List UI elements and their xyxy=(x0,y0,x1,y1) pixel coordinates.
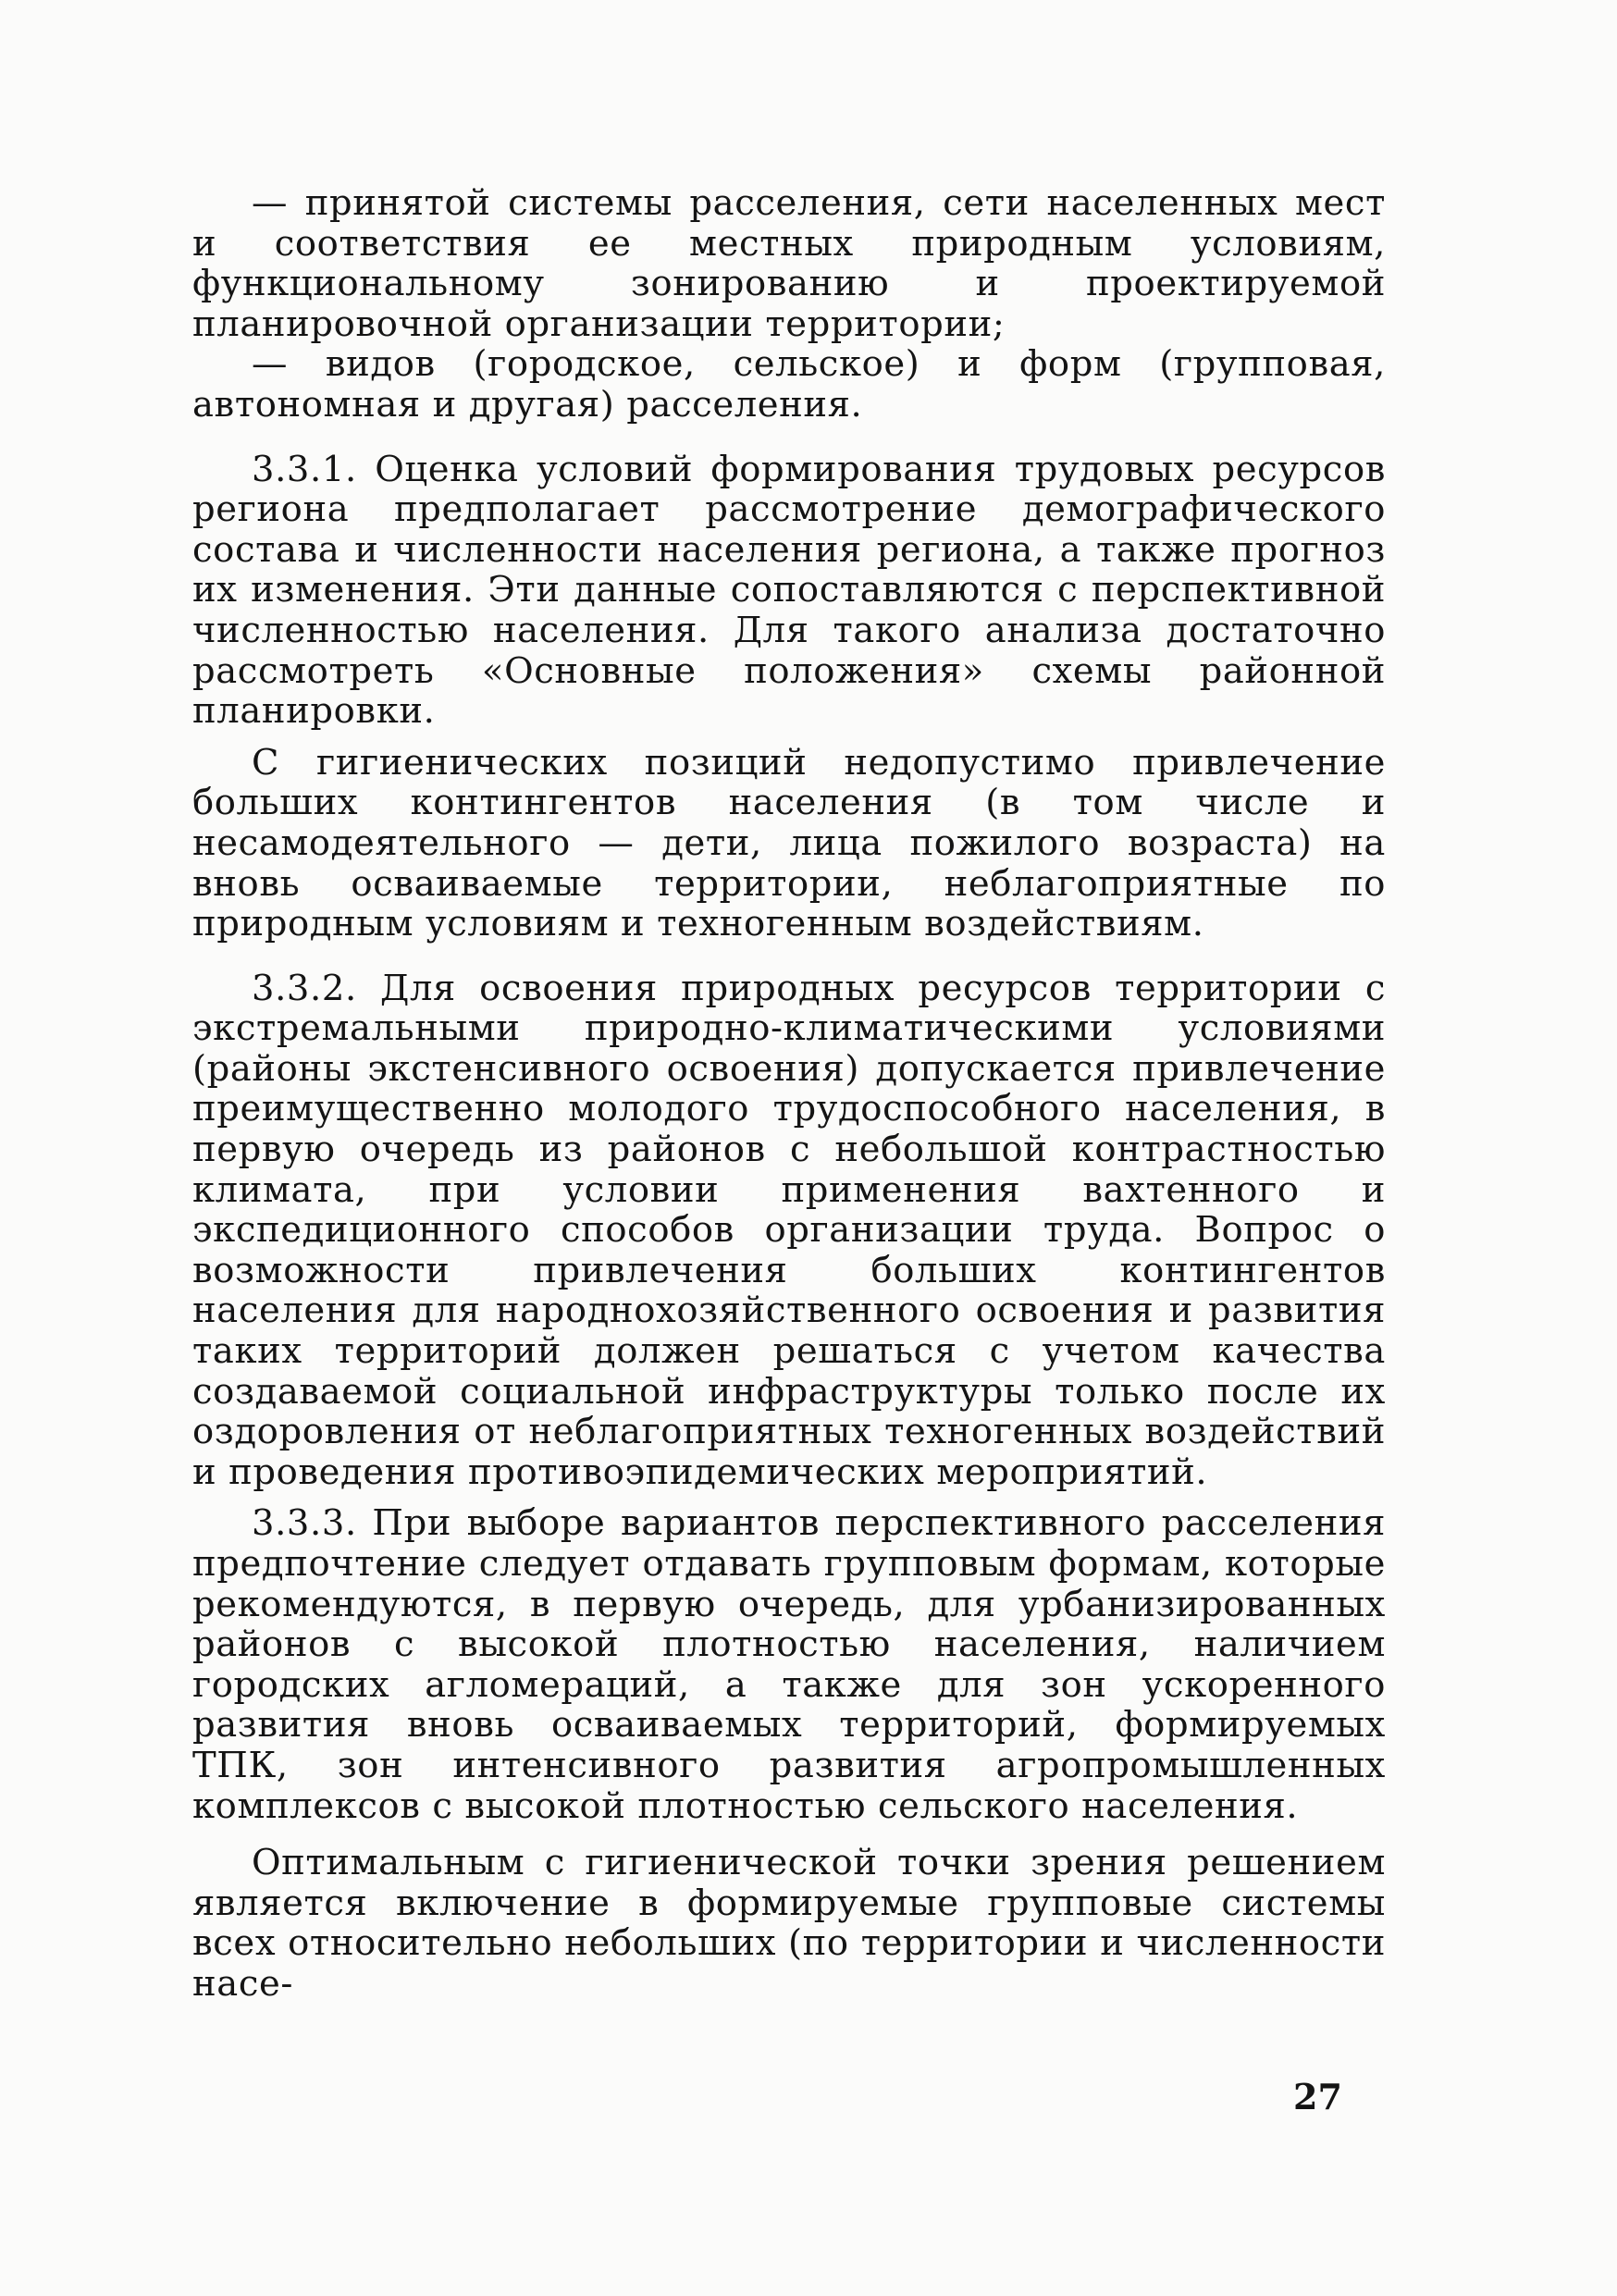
page-number: 27 xyxy=(1293,2076,1342,2117)
paragraph-3-3-1: 3.3.1. Оценка условий формирования трудовых ресурсов региона предполагает рассмотрение демографического состава и численности населения региона, а также прогноз их изменения. Эти данные сопоставляются с перспективной численностью населения. Для такого анализа достаточно рассмотреть «Основные положения» схемы районной планировки. xyxy=(192,448,1386,733)
paragraph-3-3-3: 3.3.3. При выборе вариантов перспективного расселения предпочтение следует отдавать групповым формам, которые рекомендуются, в первую очередь, для урбанизированных районов с высокой плотностью населения, наличием городских агломераций, а также для зон ускоренного развития вновь осваиваемых территорий, формируемых ТПК, зон интенсивного развития агропромышленных комплексов с высокой плотностью сельского населения. xyxy=(192,1502,1386,1827)
paragraph-settlement-types: — видов (городское, сельское) и форм (групповая, автономная и другая) расселения. xyxy=(192,343,1386,426)
body-text xyxy=(192,183,1386,2005)
paragraph-3-3-2: 3.3.2. Для освоения природных ресурсов территории с экстремальными природно-климатическими условиями (районы экстенсивного освоения) допускается привлечение преимущественно молодого трудоспособного населения, в первую очередь из районов с небольшой контрастностью климата, при условии применения вахтенного и экспедиционного способов организации труда. Вопрос о возможности привлечения больших контингентов населения для народнохозяйственного освоения и развития таких территорий должен решаться с учетом качества создаваемой социальной инфраструктуры только после их оздоровления от неблагоприятных техногенных воздействий и проведения противоэпидемических мероприятий. xyxy=(192,967,1386,1493)
paragraph-settlement-system: — принятой системы расселения, сети населенных мест и соответствия ее местных природным условиям, функциональному зонированию и проектируемой планировочной организации территории; xyxy=(192,182,1386,345)
paragraph-optimal-solution: Оптимальным с гигиенической точки зрения решением является включение в формируемые групповые системы всех относительно небольших (по территории и численности насе- xyxy=(192,1842,1386,2005)
paragraph-hygienic-positions: С гигиенических позиций недопустимо привлечение больших контингентов населения (в том числе и несамодеятельного — дети, лица пожилого возраста) на вновь осваиваемые территории, неблагоприятные по природным условиям и техногенным воздействиям. xyxy=(192,741,1386,945)
